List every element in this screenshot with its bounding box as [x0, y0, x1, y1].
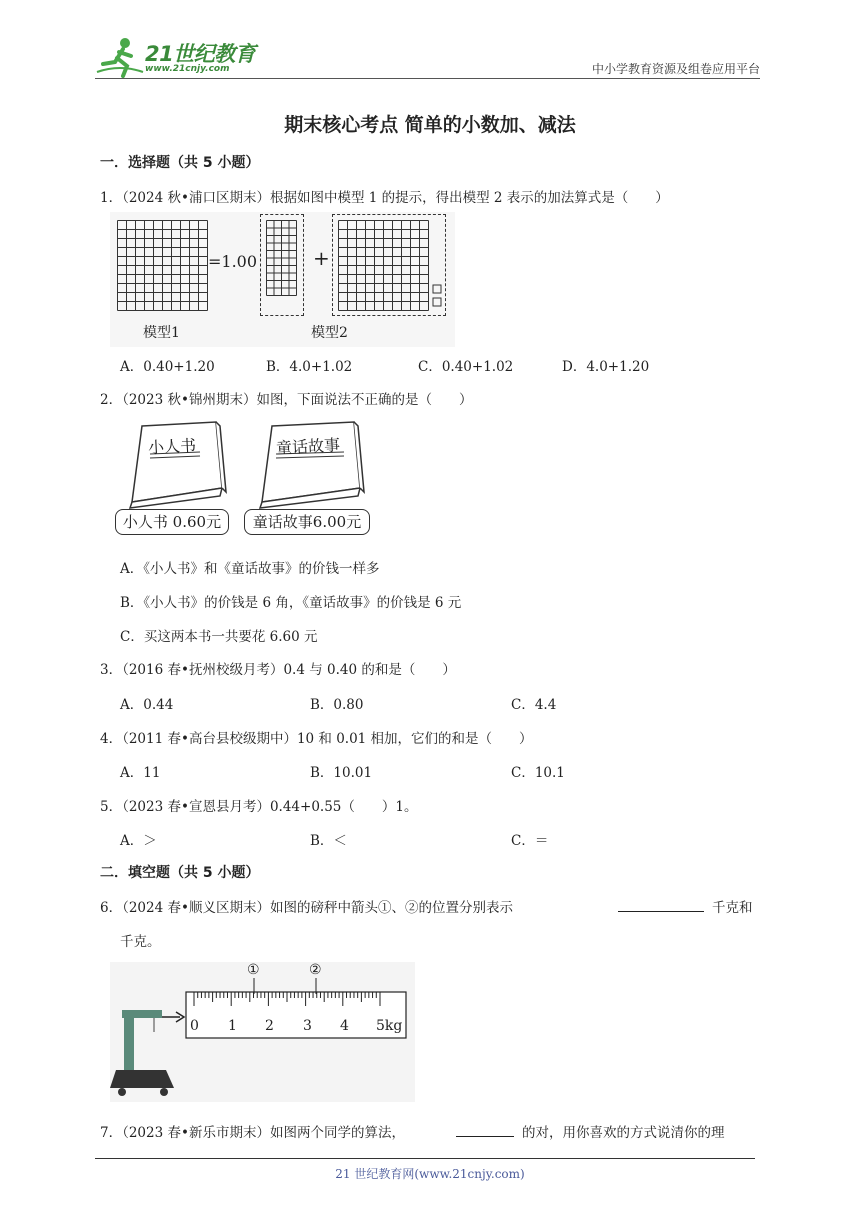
q2-option-c: C．买这两本书一共要花 6.60 元	[120, 629, 318, 645]
q5-option-a: A．＞	[120, 833, 157, 849]
page-title: 期末核心考点 简单的小数加、减法	[284, 114, 576, 136]
q4-option-b: B．10.01	[310, 765, 373, 781]
question-6-stem-b: 千克和	[712, 900, 753, 916]
platform-scale-illustration	[110, 962, 415, 1102]
question-4-stem: 4．（2011 春•高台县校级期中）10 和 0.01 相加，它们的和是（ ）	[100, 731, 533, 747]
q4-option-c: C．10.1	[511, 765, 565, 781]
q1-option-d: D．4.0+1.20	[562, 359, 650, 375]
question-2-stem: 2．（2023 秋•锦州期末）如图，下面说法不正确的是（ ）	[100, 392, 473, 408]
question-1-stem: 1．（2024 秋•浦口区期末）根据如图中模型 1 的提示，得出模型 2 表示的加法算式是（ ）	[100, 190, 669, 206]
plus-sign: +	[313, 246, 330, 270]
model1-grid	[117, 220, 209, 312]
marker-1-label: ①	[247, 962, 260, 978]
logo-url: www.21cnjy.com	[145, 64, 230, 74]
scale-label-5: 5kg	[376, 1018, 403, 1034]
q5-option-b: B．＜	[310, 833, 347, 849]
marker-2-label: ②	[309, 962, 322, 978]
question-7-stem-b: 的对，用你喜欢的方式说清你的理	[522, 1125, 725, 1141]
question-1-figure	[110, 212, 455, 347]
scale-label-1: 1	[228, 1018, 237, 1034]
scale-label-4: 4	[340, 1018, 349, 1034]
question-7-stem-a: 7．（2023 春•新乐市期末）如图两个同学的算法，	[100, 1125, 405, 1141]
question-3-stem: 3．（2016 春•抚州校级月考）0.4 与 0.40 的和是（ ）	[100, 662, 456, 678]
q2-option-b: B．《小人书》的价钱是 6 角，《童话故事》的价钱是 6 元	[120, 595, 462, 611]
q3-option-b: B．0.80	[310, 697, 364, 713]
page-footer: 21 世纪教育网(www.21cnjy.com)	[335, 1167, 525, 1181]
platform-name: 中小学教育资源及组卷应用平台	[591, 62, 760, 76]
question-6-stem-a: 6．（2024 春•顺义区期末）如图的磅秤中箭头①、②的位置分别表示	[100, 900, 513, 916]
book2-cover-title: 童话故事	[275, 435, 341, 458]
footer-divider	[95, 1158, 755, 1159]
runner-logo-icon	[95, 34, 145, 78]
model1-equation: =1.00	[208, 252, 258, 271]
model1-label: 模型1	[143, 325, 180, 341]
model2-grid-columns	[266, 220, 298, 312]
book1-price-tag: 小人书 0.60元	[115, 509, 229, 535]
scale-figure	[110, 962, 415, 1102]
section-fill-heading: 二．填空题（共 5 小题）	[100, 865, 260, 881]
scale-label-0: 0	[190, 1018, 199, 1034]
model2-label: 模型2	[311, 325, 348, 341]
q1-option-c: C．0.40+1.02	[418, 359, 514, 375]
question-6-stem-c: 千克。	[120, 934, 161, 950]
q2-option-a: A．《小人书》和《童话故事》的价钱一样多	[120, 561, 380, 577]
scale-label-3: 3	[303, 1018, 312, 1034]
scale-label-2: 2	[265, 1018, 274, 1034]
model2-small-squares	[432, 284, 442, 310]
q1-option-a: A．0.40+1.20	[120, 359, 215, 375]
q7-answer-blank	[456, 1136, 514, 1137]
logo-text: 21世纪教育	[145, 42, 256, 66]
book2-price-tag: 童话故事6.00元	[244, 509, 370, 535]
q4-option-a: A．11	[120, 765, 161, 781]
q3-option-c: C．4.4	[511, 697, 557, 713]
section-choice-heading: 一．选择题（共 5 小题）	[100, 155, 260, 171]
q1-option-b: B．4.0+1.02	[266, 359, 353, 375]
book1-cover-title: 小人书	[147, 435, 197, 458]
header-divider	[95, 78, 760, 79]
q5-option-c: C．＝	[511, 833, 549, 849]
question-5-stem: 5．（2023 春•宣恩县月考）0.44+0.55（ ）1。	[100, 799, 418, 815]
site-logo	[95, 34, 265, 78]
q6-answer-blank	[618, 911, 704, 912]
model2-grid-full	[338, 220, 430, 312]
q3-option-a: A．0.44	[120, 697, 174, 713]
